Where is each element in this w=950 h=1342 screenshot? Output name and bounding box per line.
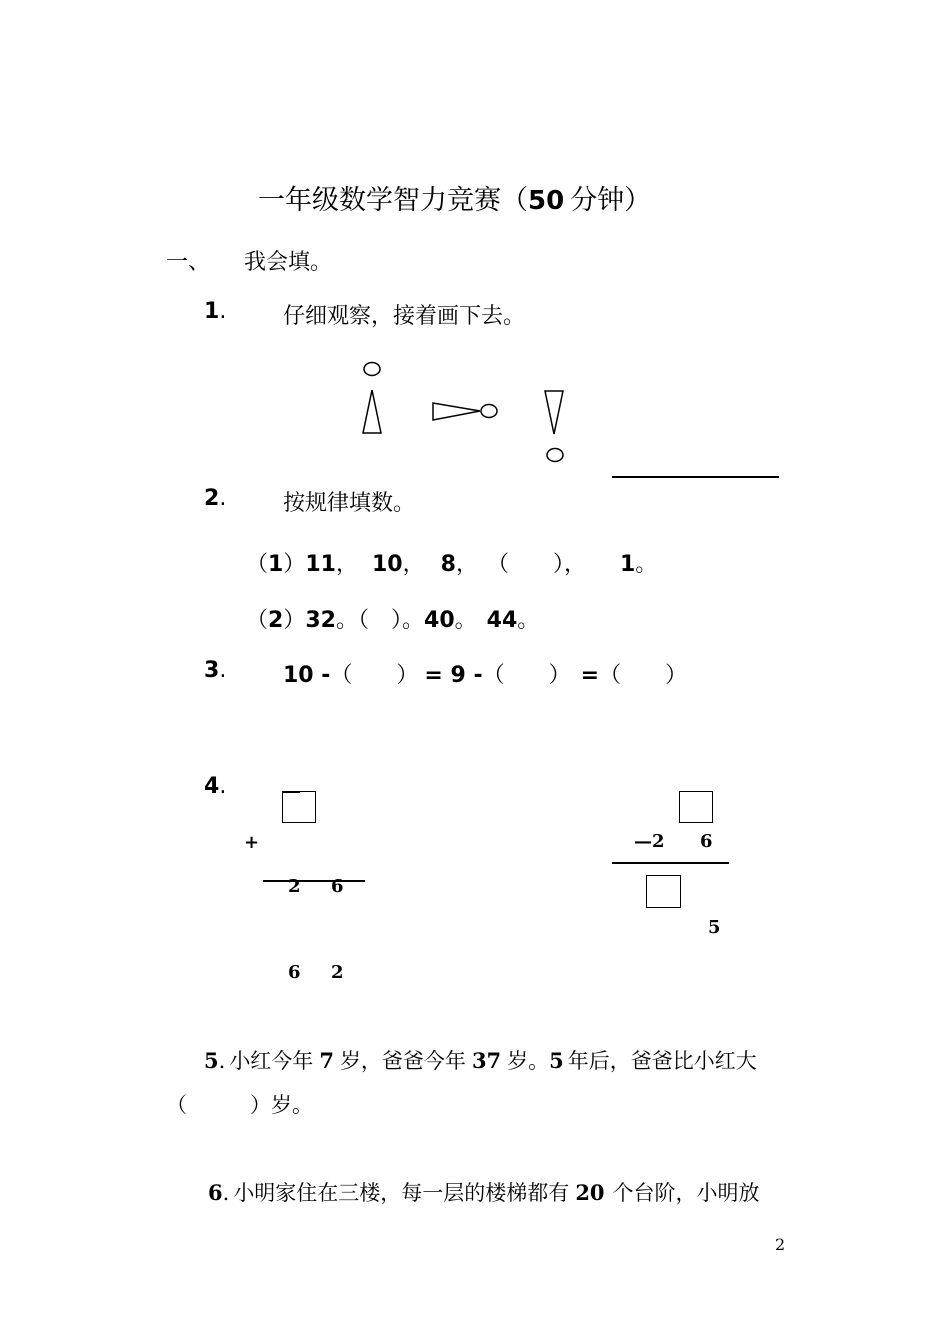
title-minutes: 50 [528, 186, 565, 216]
circle-icon [547, 449, 563, 462]
section-marker: 一、 [166, 250, 211, 275]
q6-line1: 6. 小明家住在三楼，每一层的楼梯都有 20 个台阶，小明放 [208, 1180, 760, 1205]
addend-ones: 6 [331, 876, 344, 897]
plus-sign: + [244, 832, 260, 853]
page-number: 2 [775, 1235, 786, 1254]
q2-number: 2. [204, 486, 227, 511]
q3-equation: 10 -（ ） = 9 -（ ） =（ ） [283, 663, 688, 688]
title-pre: 一年级数学智力竞赛（ [258, 185, 528, 216]
title-post: 分钟） [570, 185, 652, 216]
box-top-mark [282, 791, 300, 793]
q5-line2: （ ）岁。 [166, 1093, 313, 1117]
minus-two: —2 [634, 831, 665, 852]
seq2-row: （2）32。（ ）。40。 44。 [246, 608, 540, 633]
sum-tens: 6 [288, 962, 301, 983]
section-label: 我会填。 [244, 250, 333, 275]
circle-icon [364, 363, 380, 376]
difference-ones: 5 [708, 917, 721, 938]
addend-tens: 2 [288, 876, 301, 897]
triangle-right-icon [433, 403, 480, 420]
circle-icon [481, 405, 497, 418]
q1-text: 仔细观察，接着画下去。 [283, 304, 526, 329]
pattern-figures [0, 0, 950, 500]
q5-line1: 5. 小红今年 7 岁，爸爸今年 37 岁。5 年后，爸爸比小红大 [204, 1048, 757, 1073]
triangle-up-icon [363, 390, 381, 433]
answer-box[interactable] [679, 791, 713, 823]
sum-ones: 2 [331, 962, 344, 983]
q1-number: 1. [204, 299, 227, 324]
seq1-row: （1）11， 10， 8， （ ）， 1。 [246, 552, 658, 577]
subtraction-line [612, 862, 729, 864]
q4-number: 4. [204, 774, 227, 799]
subtrahend-ones: 6 [700, 831, 713, 852]
addition-line [263, 880, 365, 882]
answer-box[interactable] [646, 875, 681, 908]
triangle-down-icon [545, 391, 563, 434]
q3-number: 3. [204, 658, 227, 683]
answer-box[interactable] [282, 791, 316, 823]
q2-text: 按规律填数。 [283, 491, 416, 516]
